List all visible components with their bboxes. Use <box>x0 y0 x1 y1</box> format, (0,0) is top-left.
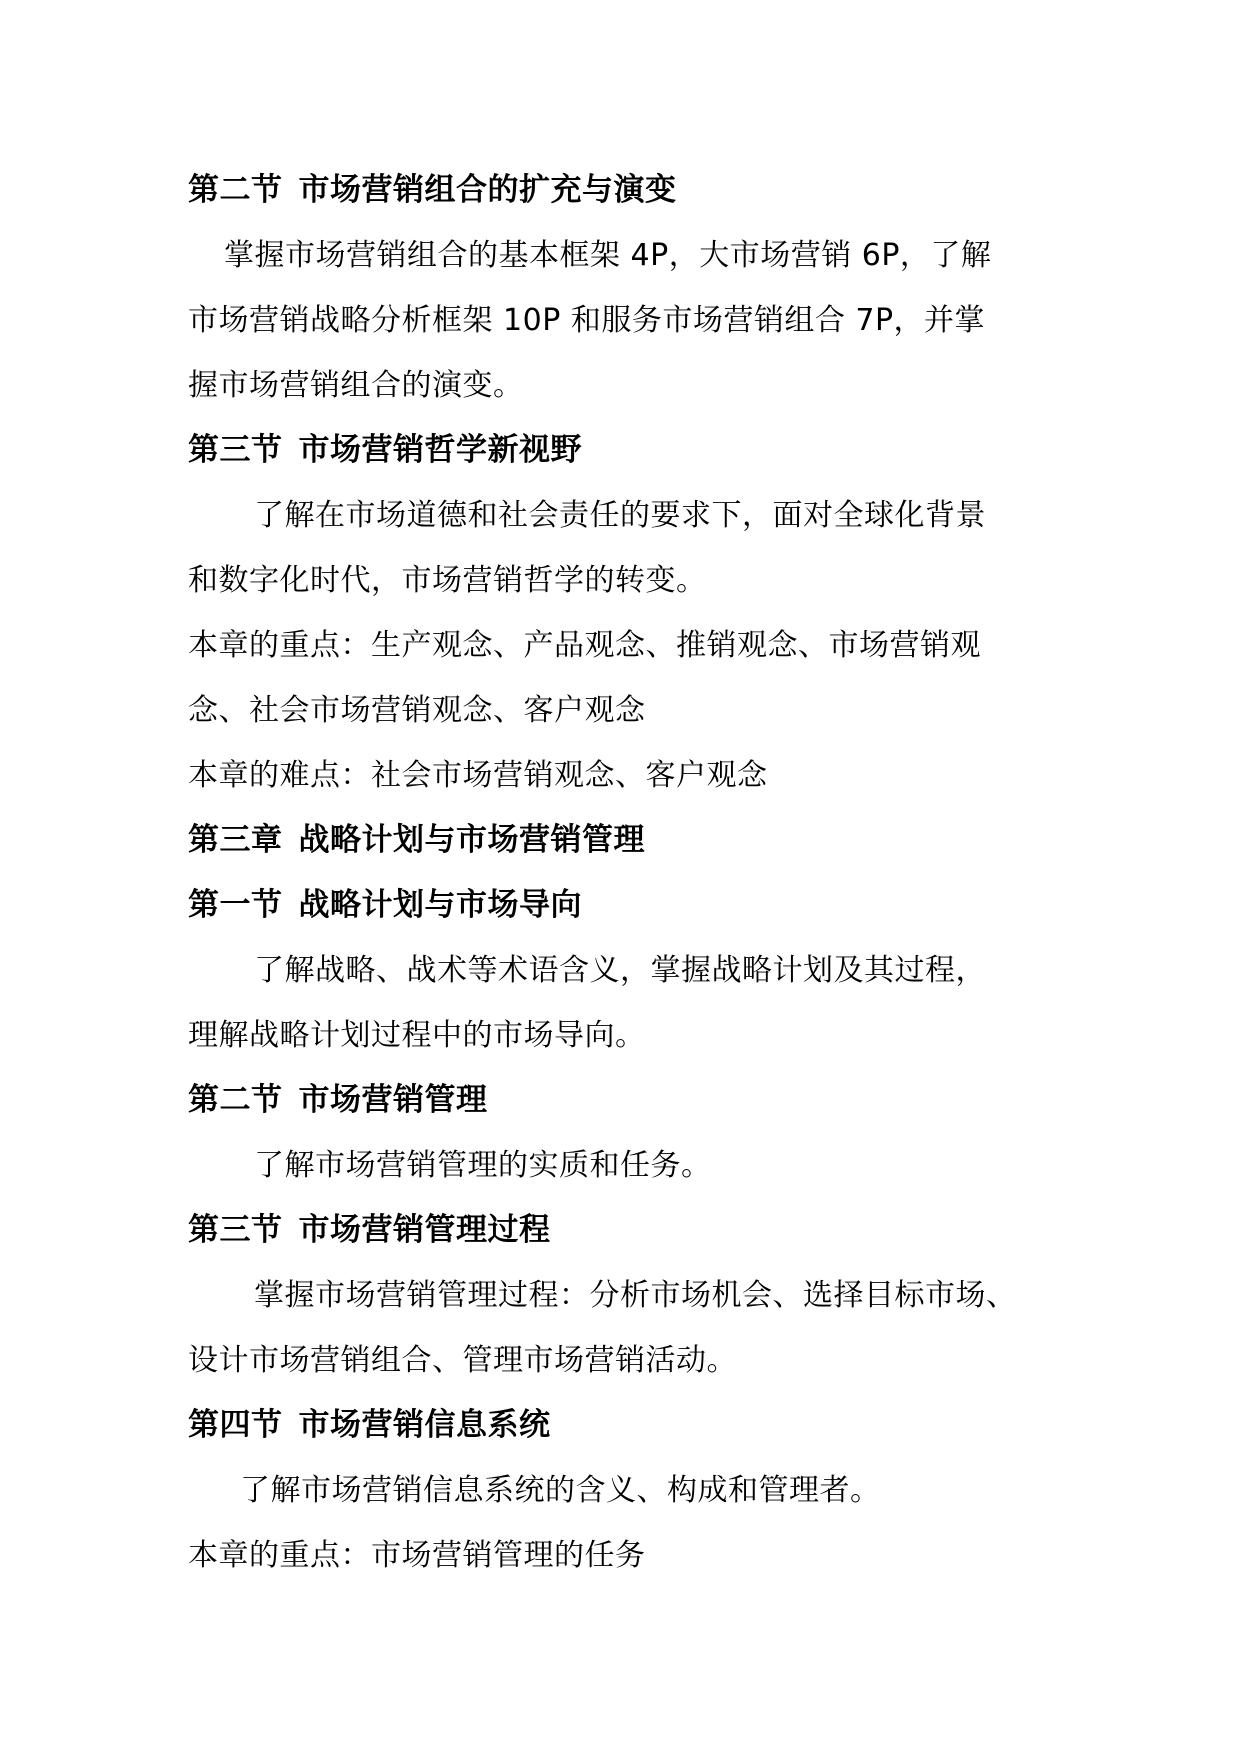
document-page <box>188 158 1088 1588</box>
section-heading-title: 市场营销管理 <box>298 1082 488 1118</box>
section-heading-label: 第四节 <box>188 1407 283 1443</box>
section-heading-title: 市场营销信息系统 <box>298 1407 551 1443</box>
paragraph-line: 本章的重点：生产观念、产品观念、推销观念、市场营销观 <box>188 628 981 663</box>
section-heading-title: 市场营销哲学新视野 <box>298 432 582 468</box>
section-heading-label: 第一节 <box>188 887 283 923</box>
paragraph-line: 握市场营销组合的演变。 <box>188 368 524 403</box>
section-heading-label: 第二节 <box>188 1082 283 1118</box>
paragraph-line: 了解市场营销管理的实质和任务。 <box>254 1148 712 1183</box>
paragraph-line: 设计市场营销组合、管理市场营销活动。 <box>188 1343 737 1378</box>
paragraph-line: 本章的重点：市场营销管理的任务 <box>188 1538 646 1573</box>
paragraph-line: 掌握市场营销管理过程：分析市场机会、选择目标市场、 <box>254 1278 1017 1313</box>
section-heading <box>188 1393 1088 1458</box>
section-heading <box>188 418 1088 483</box>
paragraph-line: 市场营销战略分析框架 10P 和服务市场营销组合 7P，并掌 <box>188 303 986 338</box>
section-heading <box>188 158 1088 223</box>
section-heading-label: 第三章 <box>188 822 283 858</box>
paragraph-line: 念、社会市场营销观念、客户观念 <box>188 693 646 728</box>
paragraph-line: 掌握市场营销组合的基本框架 4P，大市场营销 6P，了解 <box>224 238 992 273</box>
section-heading-title: 战略计划与市场导向 <box>298 887 582 923</box>
paragraph-line: 和数字化时代，市场营销哲学的转变。 <box>188 563 707 598</box>
section-heading-title: 战略计划与市场营销管理 <box>298 822 645 858</box>
section-heading <box>188 1198 1088 1263</box>
paragraph-line: 了解战略、战术等术语含义，掌握战略计划及其过程， <box>254 953 986 988</box>
section-heading <box>188 873 1088 938</box>
paragraph-line: 本章的难点：社会市场营销观念、客户观念 <box>188 758 768 793</box>
section-heading <box>188 1068 1088 1133</box>
paragraph-line: 了解在市场道德和社会责任的要求下，面对全球化背景 <box>254 498 986 533</box>
section-heading-title: 市场营销管理过程 <box>298 1212 551 1248</box>
section-heading-label: 第二节 <box>188 172 283 208</box>
section-heading-title: 市场营销组合的扩充与演变 <box>298 172 677 208</box>
paragraph-line: 理解战略计划过程中的市场导向。 <box>188 1018 646 1053</box>
section-heading <box>188 808 1088 873</box>
paragraph-line: 了解市场营销信息系统的含义、构成和管理者。 <box>240 1473 881 1508</box>
section-heading-label: 第三节 <box>188 1212 283 1248</box>
section-heading-label: 第三节 <box>188 432 283 468</box>
